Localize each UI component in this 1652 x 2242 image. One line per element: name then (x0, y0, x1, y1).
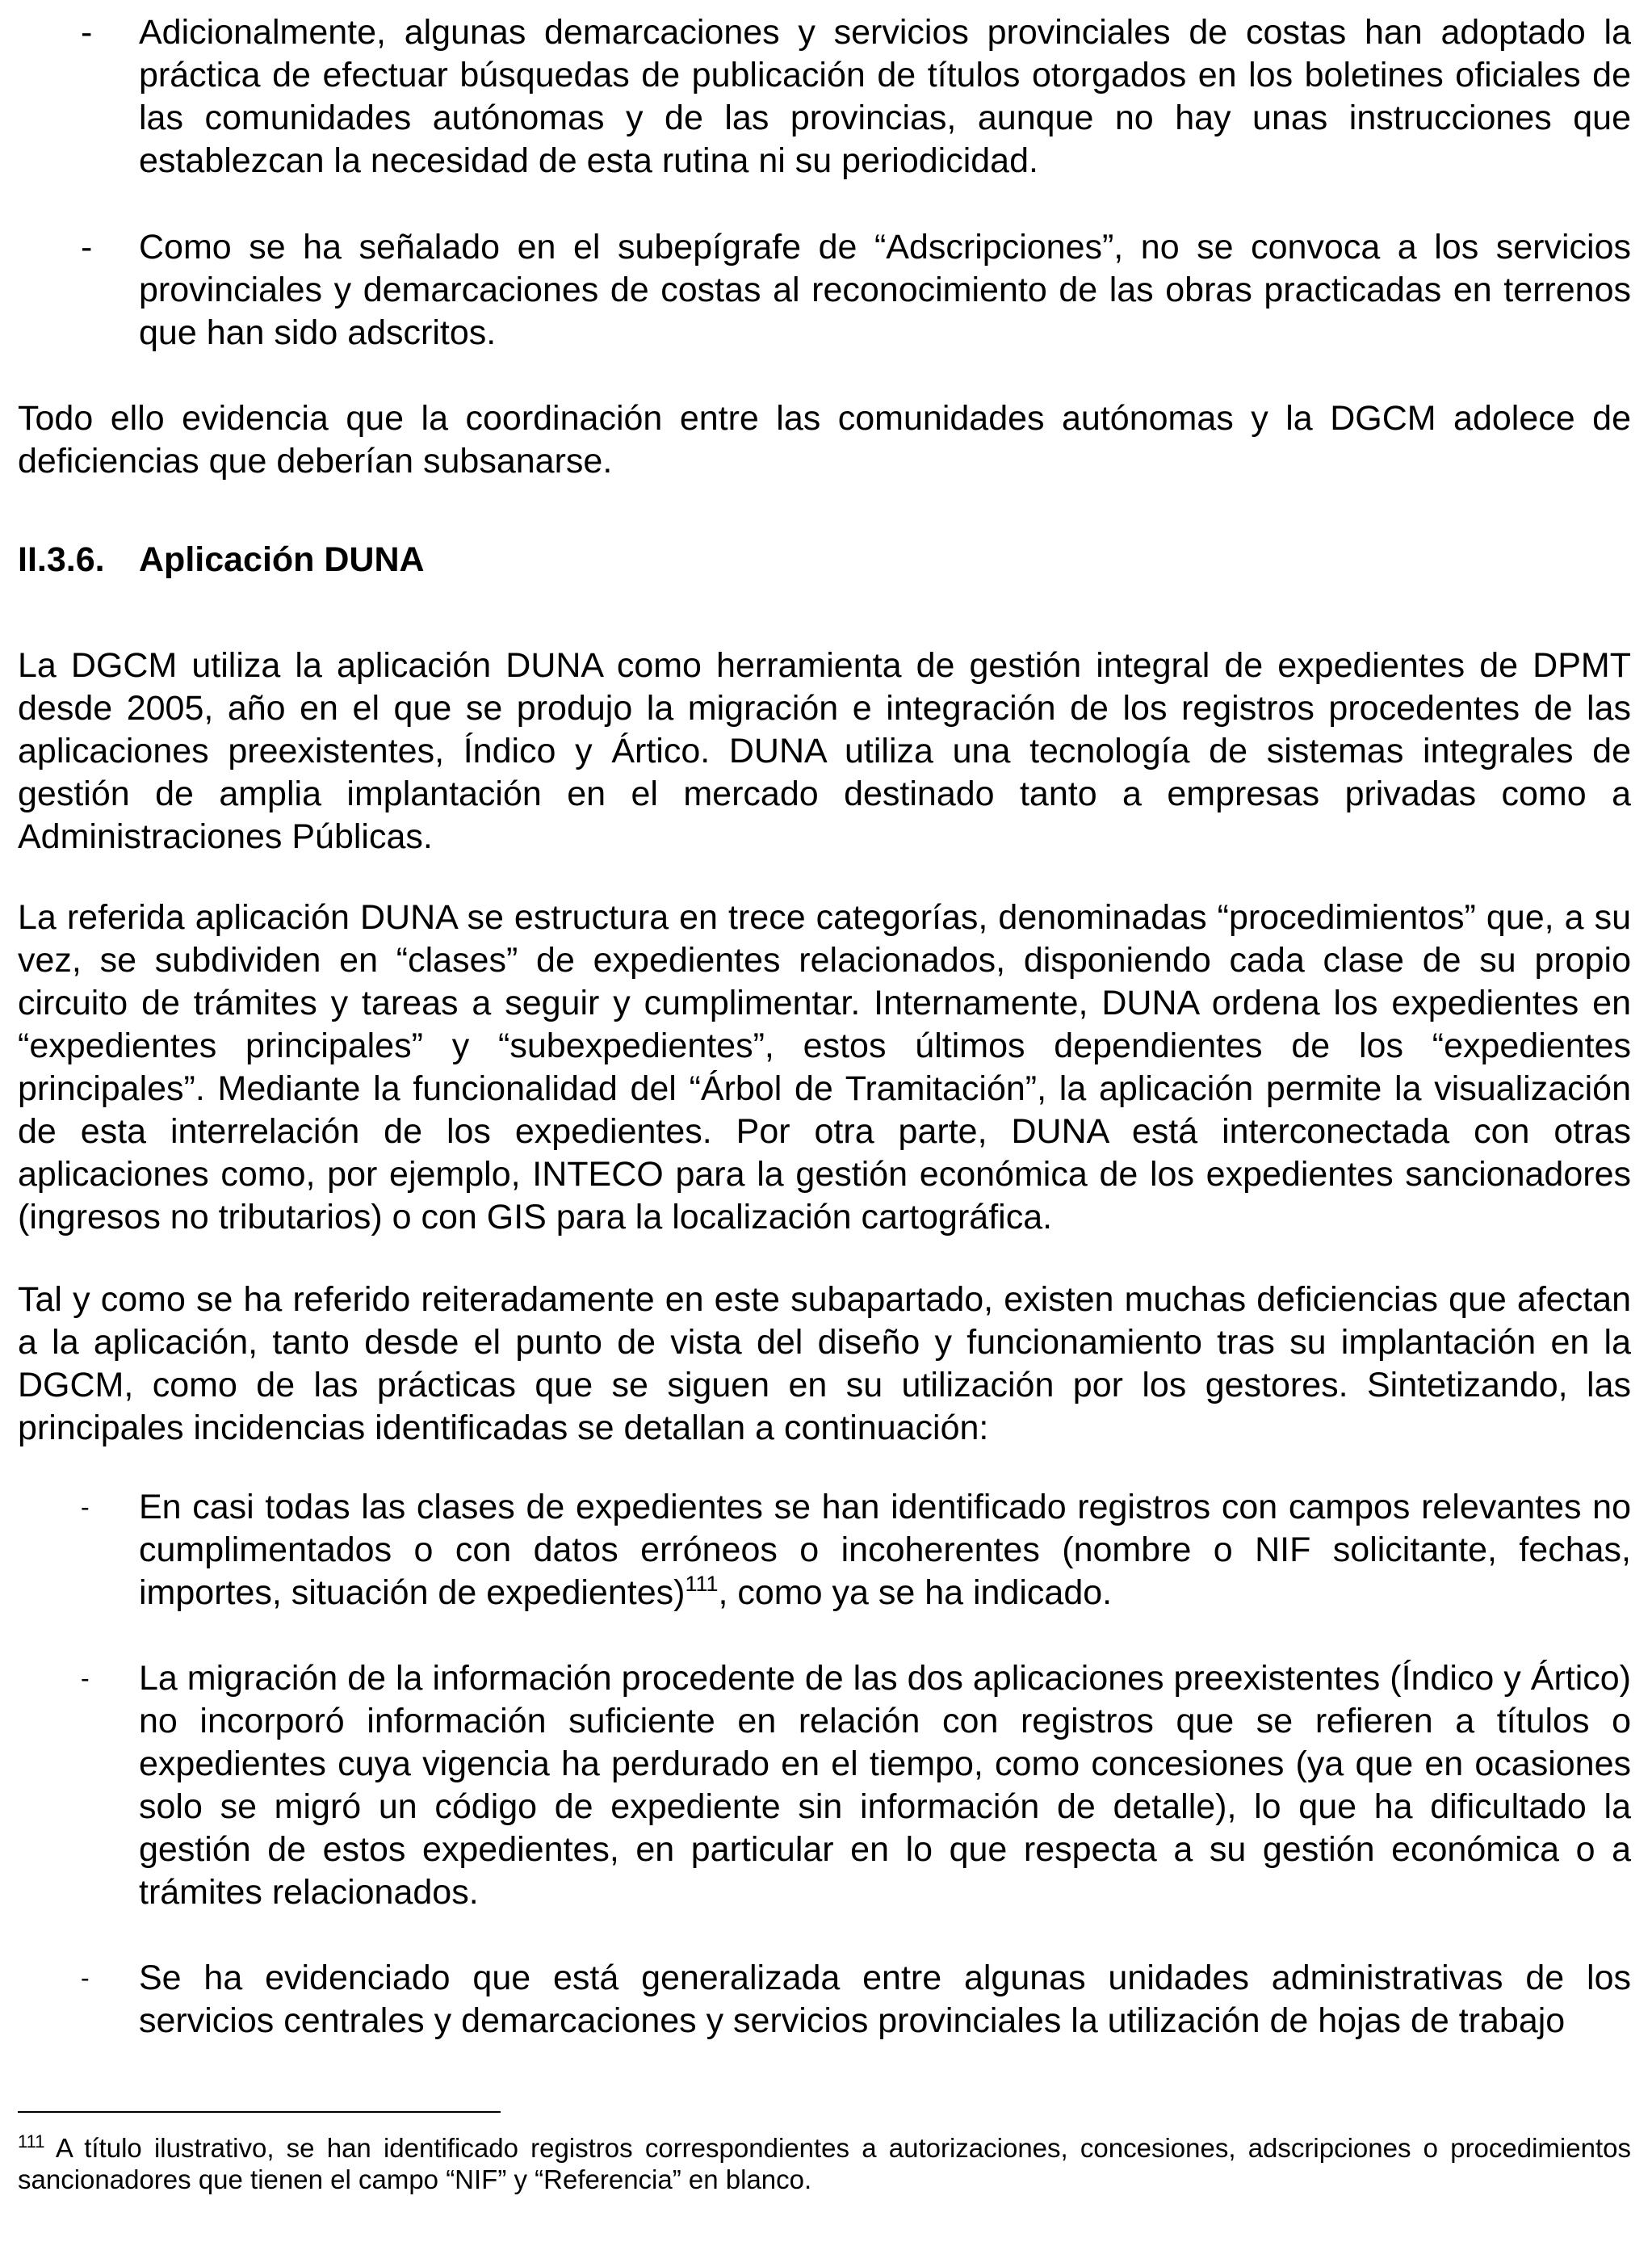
bullet-marker: - (81, 228, 93, 267)
footnote (18, 2132, 1631, 2195)
list-item-text: Se ha evidenciado que está generalizada entre algunas unidades administrativas de los servicios centrales y demarcaciones y servicios provinciales la utilización de hojas de trabajo (139, 1959, 1631, 2040)
list-item-text: La migración de la información procedente de las dos aplicaciones preexistentes (Índico y Ártico) no incorporó información suficiente en relación con registros que se refieren a títulos o expedientes cuya vigencia ha perdurado en el tiempo, como concesiones (ya que en ocasiones solo se migró un código de expediente sin información de detalle), lo que ha dificultado la gestión de estos expedientes, en particular en lo que respecta a su gestión económica o a trámites relacionados. (139, 1659, 1631, 1912)
paragraph: La referida aplicación DUNA se estructura en trece categorías, denominadas “procedimientos” que, a su vez, se subdividen en “clases” de expedientes relacionados, disponiendo cada clase de su propio circuito de trámites y tareas a seguir y cumplimentar. Internamente, DUNA ordena los expedientes en “expedientes principales” y “subexpedientes”, estos últimos dependientes de los “expedientes principales”. Mediante la funcionalidad del “Árbol de Tramitación”, la aplicación permite la visualización de esta interrelación de los expedientes. Por otra parte, DUNA está interconectada con otras aplicaciones como, por ejemplo, INTECO para la gestión económica de los expedientes sancionadores (ingresos no tributarios) o con GIS para la localización cartográfica. (18, 898, 1631, 1236)
list-item-text: Como se ha señalado en el subepígrafe de “Adscripciones”, no se convoca a los servicios provinciales y demarcaciones de costas al reconocimiento de las obras practicadas en terrenos que han sido adscritos. (139, 228, 1631, 352)
list-item (18, 1486, 1631, 1614)
section-title: Aplicación DUNA (139, 540, 425, 579)
section-heading (18, 539, 425, 581)
paragraph: La DGCM utiliza la aplicación DUNA como herramienta de gestión integral de expedientes de DPMT desde 2005, año en el que se produjo la migración e integración de los registros procedentes de las aplicaciones preexistentes, Índico y Ártico. DUNA utiliza una tecnología de sistemas integrales de gestión de amplia implantación en el mercado destinado tanto a empresas privadas como a Administraciones Públicas. (18, 646, 1631, 856)
list-item-text-part: En casi todas las clases de expedientes se han identificado registros con campos relevantes no cumplimentados o con datos erróneos o incoherentes (nombre o NIF solicitante, fechas, importes, situación de expedientes) (139, 1488, 1631, 1612)
bullet-marker: - (81, 1664, 90, 1693)
footnote-text: A título ilustrativo, se han identificado registros correspondientes a autorizaciones, concesiones, adscripciones o procedimientos sancionadores que tienen el campo “NIF” y “Referencia” en blanco. (18, 2133, 1631, 2194)
list-item (18, 1657, 1631, 1914)
list-item-text: Adicionalmente, algunas demarcaciones y servicios provinciales de costas han adoptado la práctica de efectuar búsquedas de publicación de títulos otorgados en los boletines oficiales de las comunidades autónomas y de las provincias, aunque no hay unas instrucciones que establezcan la necesidad de esta rutina ni su periodicidad. (139, 13, 1631, 180)
list-item-text-part: , como ya se ha indicado. (718, 1573, 1113, 1612)
list-item (18, 226, 1631, 355)
paragraph: Tal y como se ha referido reiteradamente en este subapartado, existen muchas deficiencias que afectan a la aplicación, tanto desde el punto de vista del diseño y funcionamiento tras su implantación en la DGCM, como de las prácticas que se siguen en su utilización por los gestores. Sintetizando, las principales incidencias identificadas se detallan a continuación: (18, 1280, 1631, 1447)
list-item (18, 11, 1631, 183)
list-item (18, 1957, 1631, 2043)
footnote-reference: 111 (685, 1572, 719, 1596)
footnote-number: 111 (18, 2131, 45, 2152)
footnote-separator (18, 2111, 501, 2113)
paragraph-coordination: Todo ello evidencia que la coordinación entre las comunidades autónomas y la DGCM adolece de deficiencias que deberían subsanarse. (18, 399, 1631, 481)
bullet-marker: - (81, 1963, 90, 1992)
bullet-marker: - (81, 13, 93, 52)
bullet-marker: - (81, 1493, 90, 1522)
section-number: II.3.6. (18, 540, 105, 579)
list-item-text (139, 1486, 1631, 1614)
